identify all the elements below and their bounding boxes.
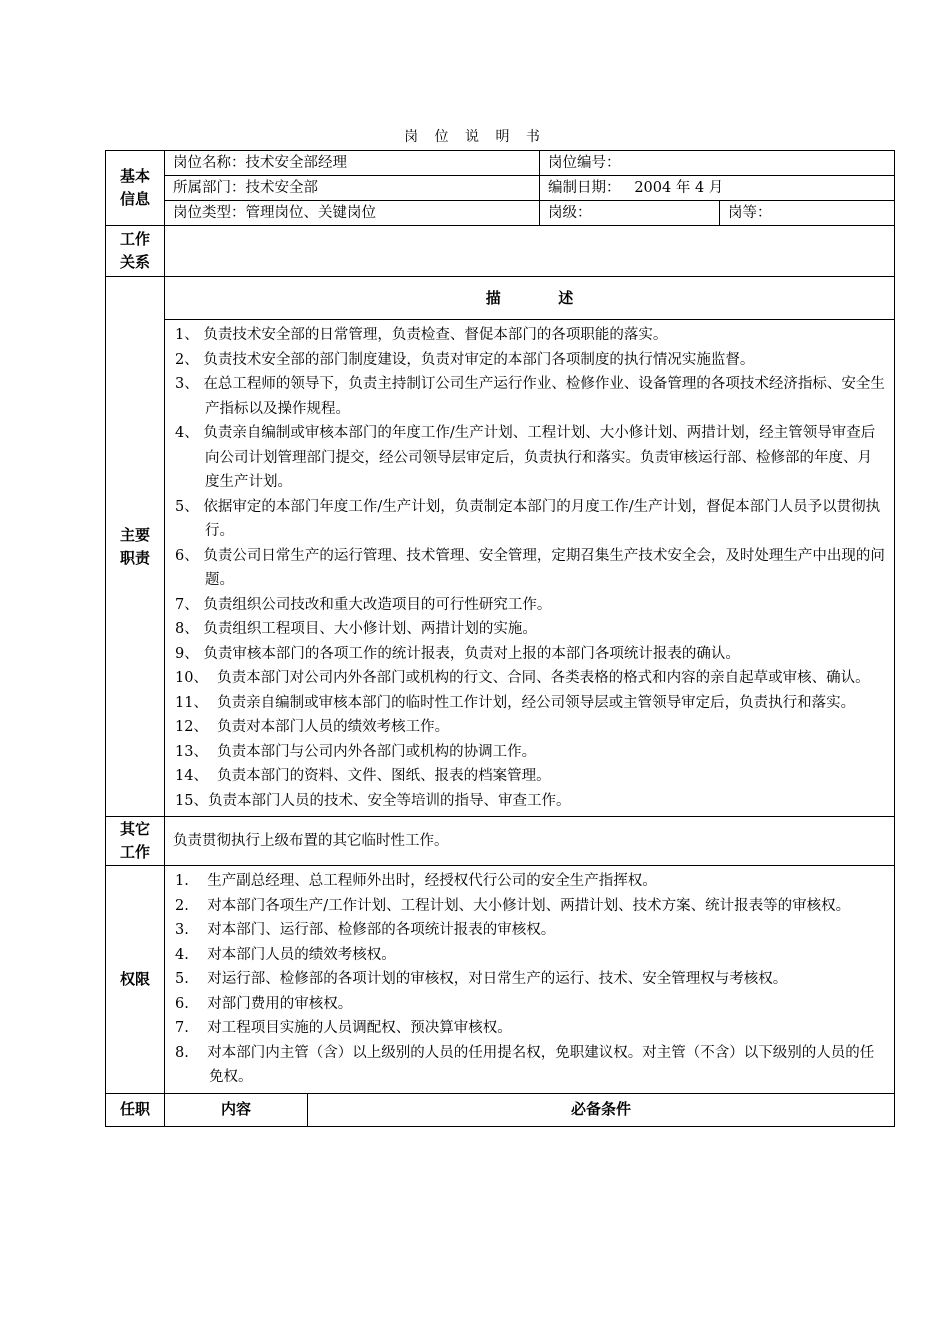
duty-item: 13、 负责本部门与公司内外各部门或机构的协调工作。: [175, 743, 537, 760]
duties-header-row: [106, 277, 895, 320]
relations-label: 工作关系: [106, 226, 165, 277]
authority-item: 1. 生产副总经理、总工程师外出时，经授权代行公司的安全生产指挥权。: [175, 873, 657, 889]
authority-item: 3. 对本部门、运行部、检修部的各项统计报表的审核权。: [175, 922, 556, 938]
basic-row-3: [106, 201, 895, 226]
authority-item: 2. 对本部门各项生产/工作计划、工程计划、大小修计划、两措计划、技术方案、统计报表等的审核权。: [175, 897, 851, 914]
department-cell: 所属部门：技术安全部: [165, 176, 540, 201]
duty-item: 8、 负责组织工程项目、大小修计划、两措计划的实施。: [175, 621, 537, 637]
page-title: 岗 位 说 明 书: [404, 129, 546, 145]
authority-item: 6. 对部门费用的审核权。: [175, 995, 353, 1012]
duty-item: 6、 负责公司日常生产的运行管理、技术管理、安全管理，定期召集生产技术安全会，及时处理生产中出现的问题。: [175, 547, 885, 588]
position-code-cell: 岗位编号：: [540, 151, 895, 176]
duty-item: 11、 负责亲自编制或审核本部门的临时性工作计划，经公司领导层或主管领导审定后，负责执行和落实。: [175, 694, 856, 711]
duty-item: 3、 在总工程师的领导下，负责主持制订公司生产运行作业、检修作业、设备管理的各项技术经济指标、安全生产指标以及操作规程。: [175, 376, 885, 417]
job-description-table: [105, 150, 895, 1127]
duty-item: 9、 负责审核本部门的各项工作的统计报表，负责对上报的本部门各项统计报表的确认。: [175, 645, 740, 662]
other-row: [106, 817, 895, 866]
date-cell: 编制日期： 2004 年 4 月: [540, 176, 895, 201]
rank-cell: 岗等：: [720, 201, 895, 226]
authority-row: [106, 866, 895, 1094]
authority-label: 权限: [106, 866, 165, 1094]
authority-list: [175, 866, 886, 1093]
duty-item: 1、 负责技术安全部的日常管理，负责检查、督促本部门的各项职能的落实。: [175, 327, 668, 343]
qualification-requirement-header: 必备条件: [308, 1093, 895, 1126]
position-name-cell: 岗位名称：技术安全部经理: [165, 151, 540, 176]
basic-info-label: 基本信息: [106, 151, 165, 226]
duty-item: 4、 负责亲自编制或审核本部门的年度工作/生产计划、工程计划、大小修计划、两措计划，经主管领导审查后向公司计划管理部门提交，经公司领导层审定后，负责执行和落实。负责审核运行部、检修部的年度、月度生产计划。: [175, 425, 876, 490]
qualification-row: [106, 1093, 895, 1126]
authority-content: [165, 866, 895, 1094]
qualification-content-header: 内容: [165, 1093, 308, 1126]
duties-header: 描 述: [165, 277, 895, 320]
duty-item: 15、负责本部门人员的技术、安全等培训的指导、审查工作。: [175, 792, 571, 809]
duty-item: 10、 负责本部门对公司内外各部门或机构的行文、合同、各类表格的格式和内容的亲自起草或审核、确认。: [175, 670, 870, 686]
relations-content: [165, 226, 895, 277]
authority-item: 5. 对运行部、检修部的各项计划的审核权，对日常生产的运行、技术、安全管理权与考核权。: [175, 971, 788, 987]
duties-label: 主要职责: [106, 277, 165, 817]
basic-row-1: [106, 151, 895, 176]
basic-row-2: [106, 176, 895, 201]
other-work-label: 其它工作: [106, 817, 165, 866]
position-type-cell: 岗位类型：管理岗位、关键岗位: [165, 201, 540, 226]
relations-row: [106, 226, 895, 277]
duties-content: [165, 320, 895, 817]
duty-item: 14、 负责本部门的资料、文件、图纸、报表的档案管理。: [175, 768, 551, 784]
authority-item: 4. 对本部门人员的绩效考核权。: [175, 946, 396, 963]
duty-item: 7、 负责组织公司技改和重大改造项目的可行性研究工作。: [175, 596, 552, 613]
grade-cell: 岗级：: [540, 201, 720, 226]
duties-content-row: [106, 320, 895, 817]
duty-item: 2、 负责技术安全部的部门制度建设，负责对审定的本部门各项制度的执行情况实施监督。: [175, 351, 755, 368]
authority-item: 7. 对工程项目实施的人员调配权、预决算审核权。: [175, 1020, 512, 1036]
authority-item: 8. 对本部门内主管（含）以上级别的人员的任用提名权，免职建议权。对主管（不含）以下级别的人员的任免权。: [175, 1044, 875, 1085]
other-work-text: 负责贯彻执行上级布置的其它临时性工作。: [165, 817, 895, 866]
duties-list: [175, 320, 886, 816]
qualification-label: 任职: [106, 1093, 165, 1126]
duty-item: 12、 负责对本部门人员的绩效考核工作。: [175, 719, 450, 735]
duty-item: 5、 依据审定的本部门年度工作/生产计划，负责制定本部门的月度工作/生产计划，督促本部门人员予以贯彻执行。: [175, 498, 881, 539]
